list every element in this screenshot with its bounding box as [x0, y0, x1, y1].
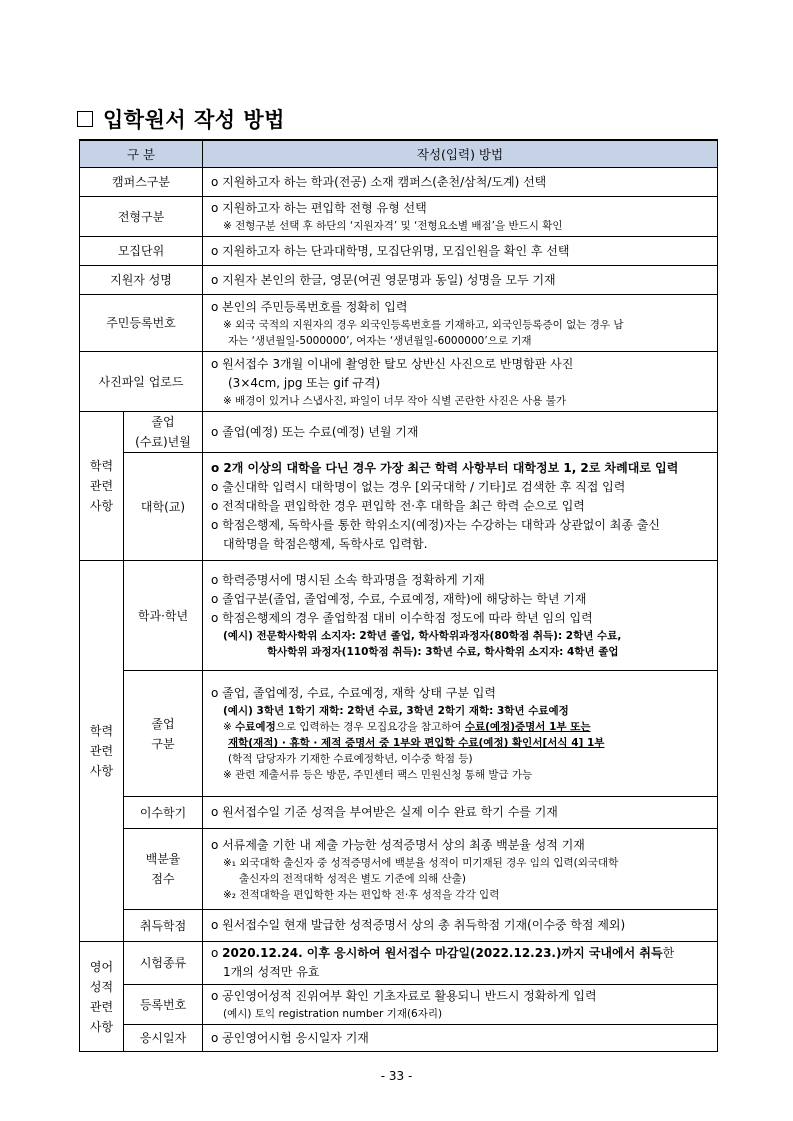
row-label: 사진파일 업로드 [80, 352, 203, 412]
row-text: o 학점은행제, 독학사를 통한 학위소지(예정)자는 수강하는 대학과 상관없이 최종 출신 [211, 518, 660, 532]
row-note: ※ 배경이 있거나 스냅사진, 파일이 너무 작아 식별 곤란한 사진은 사용 불가 [223, 394, 566, 407]
row-text: o 출신대학 입력시 대학명이 없는 경우 [외국대학 / 기타]로 검색한 후 직접 입력 [211, 480, 626, 494]
row-text: o 공인영어성적 진위여부 확인 기초자료로 활용되니 반드시 정확하게 입력 [211, 989, 597, 1003]
header-category: 구 분 [80, 140, 203, 168]
row-label: 시험종류 [124, 942, 203, 985]
row-text: o 지원하고자 하는 학과(전공) 소재 캠퍼스(춘천/삼척/도계) 선택 [211, 174, 547, 189]
row-text: o 학점은행제의 경우 졸업학점 대비 이수학점 정도에 따라 학년 임의 입력 [211, 611, 593, 625]
row-note: ※ 관련 제출서류 등은 방문, 주민센터 팩스 민원신청 통해 발급 가능 [223, 769, 533, 781]
row-text: 대학명을 학점은행제, 독학사로 입력함. [223, 537, 428, 551]
row-note: ※ 수료예정으로 입력하는 경우 모집요강을 참고하여 수료(예정)증명서 1부 또는 [223, 721, 591, 733]
row-label: 등록번호 [124, 985, 203, 1025]
row-percentile [80, 829, 718, 910]
row-note: ※₂ 전적대학을 편입학한 자는 편입학 전·후 성적을 각각 입력 [223, 888, 500, 901]
table-header [80, 140, 718, 168]
header-method: 작성(입력) 방법 [203, 140, 718, 168]
row-unit [80, 237, 718, 266]
row-type [80, 197, 718, 237]
row-text: o 지원자 본인의 한글, 영문(여권 영문명과 동일) 성명을 모두 기재 [211, 272, 556, 287]
group-label-education: 학력 관련 사항 [80, 561, 124, 942]
row-example: (예시) 전문학사학위 소지자: 2학년 졸업, 학사학위과정자(80학점 취득): 2학년 수료, [223, 630, 622, 642]
application-guide-table [79, 139, 718, 1052]
row-note: ※₁ 외국대학 출신자 중 성적증명서에 백분율 성적이 미기재된 경우 임의 입력(외국대학 [223, 856, 619, 869]
row-example: (예시) 토익 registration number 기재(6자리) [223, 1008, 443, 1020]
row-note: ※ 외국 국적의 지원자의 경우 외국인등록번호를 기재하고, 외국인등록증이 없는 경우 남 [223, 318, 624, 331]
row-text: o 학력증명서에 명시된 소속 학과명을 정확하게 기재 [211, 573, 485, 587]
row-label: 졸업 (수료)년월 [124, 412, 203, 453]
row-example: 학사학위 과정자(110학점 취득): 3학년 수료, 학사학위 소지자: 4학년 졸업 [267, 646, 619, 658]
row-semesters [80, 797, 718, 829]
row-text: o 전적대학을 편입학한 경우 편입학 전·후 대학을 최근 학력 순으로 입력 [211, 499, 585, 513]
row-note: ※ 전형구분 선택 후 하단의 ‘지원자격’ 및 ‘전형요소별 배점’을 반드시 확인 [223, 220, 563, 232]
row-department [80, 561, 718, 671]
page-title [77, 104, 285, 134]
group-label-education: 학력 관련 사항 [80, 412, 124, 561]
row-note: 자는 ‘생년월일-5000000’, 여자는 ‘생년월일-6000000’으로 기재 [228, 334, 532, 347]
row-text: o 졸업(예정) 또는 수료(예정) 년월 기재 [211, 424, 419, 439]
row-label: 주민등록번호 [80, 295, 203, 352]
row-text: o 2020.12.24. 이후 응시하여 원서접수 마감일(2022.12.23.)까지 국내에서 취득한 [211, 946, 675, 960]
row-label: 모집단위 [80, 237, 203, 266]
row-label: 지원자 성명 [80, 266, 203, 295]
row-label: 졸업 구분 [124, 671, 203, 797]
row-label: 이수학기 [124, 797, 203, 829]
row-text: o 공인영어시험 응시일자 기재 [211, 1030, 369, 1045]
row-text: o 원서접수 3개월 이내에 촬영한 탈모 상반신 사진으로 반명함판 사진 [211, 356, 574, 371]
row-text: 1개의 성적만 유효 [223, 965, 320, 979]
row-label: 학과·학년 [124, 561, 203, 671]
row-text: o 2개 이상의 대학을 다닌 경우 가장 최근 학력 사항부터 대학정보 1, 2로 차례대로 입력 [211, 461, 679, 475]
row-rrn [80, 295, 718, 352]
row-university [80, 453, 718, 561]
row-example: (예시) 3학년 1학기 재학: 2학년 수료, 3학년 2학기 재학: 3학년 수료예정 [223, 705, 569, 717]
row-text: o 졸업, 졸업예정, 수료, 수료예정, 재학 상태 구분 입력 [211, 686, 496, 700]
row-label: 대학(교) [124, 453, 203, 561]
row-text: o 지원하고자 하는 단과대학명, 모집단위명, 모집인원을 확인 후 선택 [211, 243, 570, 258]
row-text: o 본인의 주민등록번호를 정확히 입력 [211, 299, 408, 314]
row-name [80, 266, 718, 295]
row-photo [80, 352, 718, 412]
group-label-english: 영어 성적 관련 사항 [80, 942, 124, 1052]
row-reg-number [80, 985, 718, 1025]
row-grad-status [80, 671, 718, 797]
row-grad-date [80, 412, 718, 453]
row-text: o 원서접수일 현재 발급한 성적증명서 상의 총 취득학점 기재(이수중 학점 제외) [211, 918, 626, 932]
row-test-type [80, 942, 718, 985]
row-text: o 지원하고자 하는 편입학 전형 유형 선택 [211, 201, 427, 215]
row-text: (3×4cm, jpg 또는 gif 규격) [228, 375, 381, 390]
row-label: 전형구분 [80, 197, 203, 237]
row-note: 재학(재적) · 휴학 · 제적 증명서 중 1부와 편입학 수료(예정) 확인서[서식 4] 1부 [228, 737, 605, 749]
row-label: 응시일자 [124, 1025, 203, 1052]
row-text: o 원서접수일 기준 성적을 부여받은 실제 이수 완료 학기 수를 기재 [211, 805, 558, 819]
row-label: 캠퍼스구분 [80, 168, 203, 197]
row-campus [80, 168, 718, 197]
row-note: 출신자의 전적대학 성적은 별도 기준에 의해 산출) [239, 872, 466, 885]
page-number: - 33 - [380, 1069, 413, 1083]
page-title-text: 입학원서 작성 방법 [103, 108, 285, 132]
row-text: o 서류제출 기한 내 제출 가능한 성적증명서 상의 최종 백분율 성적 기재 [211, 837, 585, 852]
checkbox-square-icon [77, 111, 93, 127]
row-label: 취득학점 [124, 910, 203, 942]
row-credits [80, 910, 718, 942]
row-note: (학적 담당자가 기재한 수료예정학년, 이수중 학점 등) [228, 753, 473, 765]
row-label: 백분율 점수 [124, 829, 203, 910]
row-text: o 졸업구분(졸업, 졸업예정, 수료, 수료예정, 재학)에 해당하는 학년 기재 [211, 592, 587, 606]
row-test-date [80, 1025, 718, 1052]
